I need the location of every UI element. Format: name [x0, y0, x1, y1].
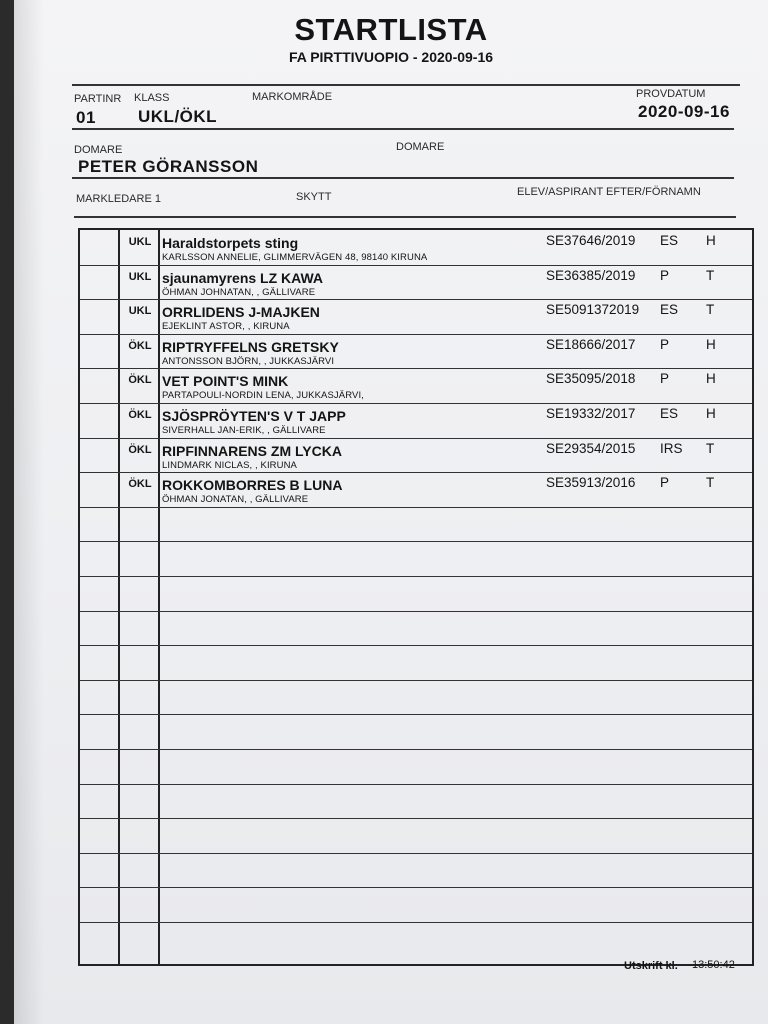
divider-4	[74, 216, 736, 218]
dog-name: RIPTRYFFELNS GRETSKY	[162, 338, 339, 355]
empty-row	[80, 853, 752, 889]
dog-name: VET POINT'S MINK	[162, 373, 289, 390]
owner-info: LINDMARK NICLAS, , KIRUNA	[162, 459, 297, 471]
label-elev: ELEV/ASPIRANT EFTER/FÖRNAMN	[517, 186, 701, 198]
label-skytt: SKYTT	[296, 191, 332, 203]
printed-label: Utskrift kl.	[624, 960, 678, 972]
empty-row	[80, 818, 752, 854]
table-row	[80, 403, 752, 439]
page-subtitle: FA PIRTTIVUOPIO - 2020-09-16	[288, 49, 494, 65]
registration-number: SE18666/2017	[546, 336, 636, 352]
sex-code: H	[706, 406, 716, 421]
breed-code: P	[660, 371, 670, 387]
breed-code: P	[660, 267, 670, 283]
sex-code: T	[706, 475, 715, 491]
paper-shadow	[14, 0, 44, 1024]
table-row	[80, 472, 752, 508]
label-markomrade: MARKOMRÅDE	[252, 91, 333, 103]
breed-code: P	[660, 475, 670, 491]
empty-row	[80, 576, 752, 612]
dog-name: RIPFINNARENS ZM LYCKA	[162, 442, 342, 459]
entry-class: ÖKL	[128, 374, 152, 387]
owner-info: ANTONSSON BJÖRN, , JUKKASJÄRVI	[162, 355, 335, 367]
label-partinr: PARTINR	[74, 93, 122, 105]
registration-number: SE19332/2017	[546, 406, 636, 421]
table-row	[80, 334, 752, 370]
empty-row	[80, 922, 752, 957]
dog-name: sjaunamyrens LZ KAWA	[162, 269, 324, 286]
entry-class: UKL	[128, 270, 152, 283]
table-row	[80, 438, 752, 474]
divider-3	[72, 177, 734, 179]
entry-class: ÖKL	[128, 409, 152, 421]
empty-row	[80, 887, 752, 923]
breed-code: ES	[660, 233, 679, 248]
label-markledare: MARKLEDARE 1	[76, 193, 161, 205]
registration-number: SE35095/2018	[546, 371, 636, 387]
sex-code: H	[706, 336, 716, 352]
empty-row	[80, 541, 752, 577]
domare-value: PETER GÖRANSSON	[78, 157, 259, 176]
registration-number: SE36385/2019	[546, 267, 636, 283]
divider-2	[72, 128, 734, 130]
dog-name: ROKKOMBORRES B LUNA	[162, 477, 343, 494]
table-row	[80, 368, 752, 404]
entry-class: UKL	[128, 236, 152, 248]
sex-code: T	[706, 302, 715, 318]
table-row	[80, 230, 752, 266]
dog-name: Haraldstorpets sting	[162, 235, 299, 251]
empty-row	[80, 749, 752, 785]
registration-number: SE35913/2016	[546, 475, 636, 491]
registration-number: SE29354/2015	[546, 440, 636, 456]
empty-row	[80, 507, 752, 543]
partinr-value: 01	[76, 108, 96, 127]
registration-number: SE5091372019	[546, 302, 640, 318]
startlist-paper	[14, 0, 768, 1024]
empty-row	[80, 680, 752, 716]
empty-row	[80, 784, 752, 820]
empty-row	[80, 714, 752, 750]
breed-code: ES	[660, 302, 679, 318]
entry-class: ÖKL	[128, 339, 152, 352]
dog-name: ORRLIDENS J-MAJKEN	[162, 304, 320, 321]
printed-time: 13:50:42	[692, 959, 735, 971]
owner-info: ÖHMAN JONATAN, , GÄLLIVARE	[162, 494, 309, 506]
breed-code: ES	[660, 406, 679, 421]
breed-code: P	[660, 336, 670, 352]
sex-code: H	[706, 233, 716, 248]
table-row	[80, 265, 752, 301]
dog-name: SJÖSPRÖYTEN'S V T JAPP	[162, 408, 346, 424]
page-title: STARTLISTA	[294, 12, 488, 47]
owner-info: ÖHMAN JOHNATAN, , GÄLLIVARE	[162, 286, 316, 298]
sex-code: T	[706, 267, 715, 283]
entry-class: UKL	[128, 305, 152, 318]
divider-top	[72, 84, 740, 86]
owner-info: EJEKLINT ASTOR, , KIRUNA	[162, 321, 290, 333]
sex-code: T	[706, 440, 715, 456]
empty-row	[80, 645, 752, 681]
breed-code: IRS	[660, 440, 683, 456]
registration-number: SE37646/2019	[546, 233, 636, 248]
entries-table	[78, 228, 754, 966]
owner-info: KARLSSON ANNELIE, GLIMMERVÄGEN 48, 98140 KIRUNA	[162, 252, 428, 263]
entry-class: ÖKL	[128, 478, 152, 491]
entry-class: ÖKL	[128, 443, 152, 456]
owner-info: SIVERHALL JAN-ERIK, , GÄLLIVARE	[162, 425, 326, 436]
klass-value: UKL/ÖKL	[138, 107, 218, 126]
label-klass: KLASS	[134, 92, 170, 104]
label-domare-1: DOMARE	[74, 144, 123, 156]
owner-info: PARTAPOULI-NORDIN LENA, JUKKASJÄRVI,	[162, 390, 364, 402]
table-row	[80, 299, 752, 335]
empty-row	[80, 611, 752, 647]
provdatum-value: 2020-09-16	[638, 102, 730, 121]
sex-code: H	[706, 371, 716, 387]
label-domare-2: DOMARE	[396, 141, 445, 153]
label-provdatum: PROVDATUM	[636, 88, 706, 100]
